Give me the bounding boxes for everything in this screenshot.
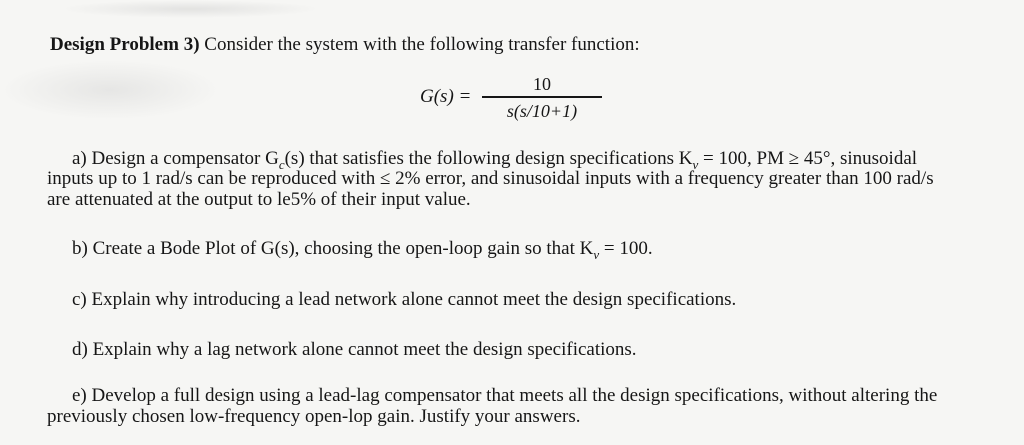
- subscript: c: [278, 156, 285, 172]
- part-b: [72, 238, 653, 266]
- part-d: d) Explain why a lag network alone cannot meet the design specifications.: [72, 339, 637, 360]
- part-a-text: = 100, PM ≥ 45°, sinusoidal: [698, 148, 918, 169]
- problem-intro: Consider the system with the following transfer function:: [204, 34, 640, 55]
- problem-title: [50, 34, 640, 56]
- part-e-line-1: e) Develop a full design using a lead-lag compensator that meets all the design specifications, without altering the: [72, 385, 938, 406]
- part-b-text: = 100.: [599, 238, 653, 259]
- part-b-text: b) Create a Bode Plot of G(s), choosing the open-loop gain so that K: [72, 238, 594, 259]
- scan-smudge: [0, 60, 220, 120]
- part-a-text: (s) that satisfies the following design specifications K: [284, 148, 693, 169]
- part-a-line-2: inputs up to 1 rad/s can be reproduced with ≤ 2% error, and sinusoidal inputs with a frequency greater than 100 rad/s: [47, 168, 934, 189]
- fraction-bar: [482, 96, 602, 98]
- part-a-line-3: are attenuated at the output to le5% of their input value.: [47, 189, 471, 210]
- scan-smudge: [60, 0, 320, 18]
- formula-lhs: G(s) =: [420, 86, 472, 107]
- formula-numerator: 10: [533, 74, 551, 94]
- subscript: v: [593, 246, 600, 262]
- part-c: c) Explain why introducing a lead network alone cannot meet the design specifications.: [72, 289, 737, 310]
- formula-fraction: [482, 74, 602, 121]
- part-e-line-2: previously chosen low-frequency open-lop gain. Justify your answers.: [47, 406, 581, 427]
- problem-label: Design Problem 3): [50, 34, 200, 55]
- formula-denominator: s(s/10+1): [506, 100, 578, 121]
- part-a-text: a) Design a compensator G: [72, 148, 279, 169]
- subscript: v: [692, 156, 699, 172]
